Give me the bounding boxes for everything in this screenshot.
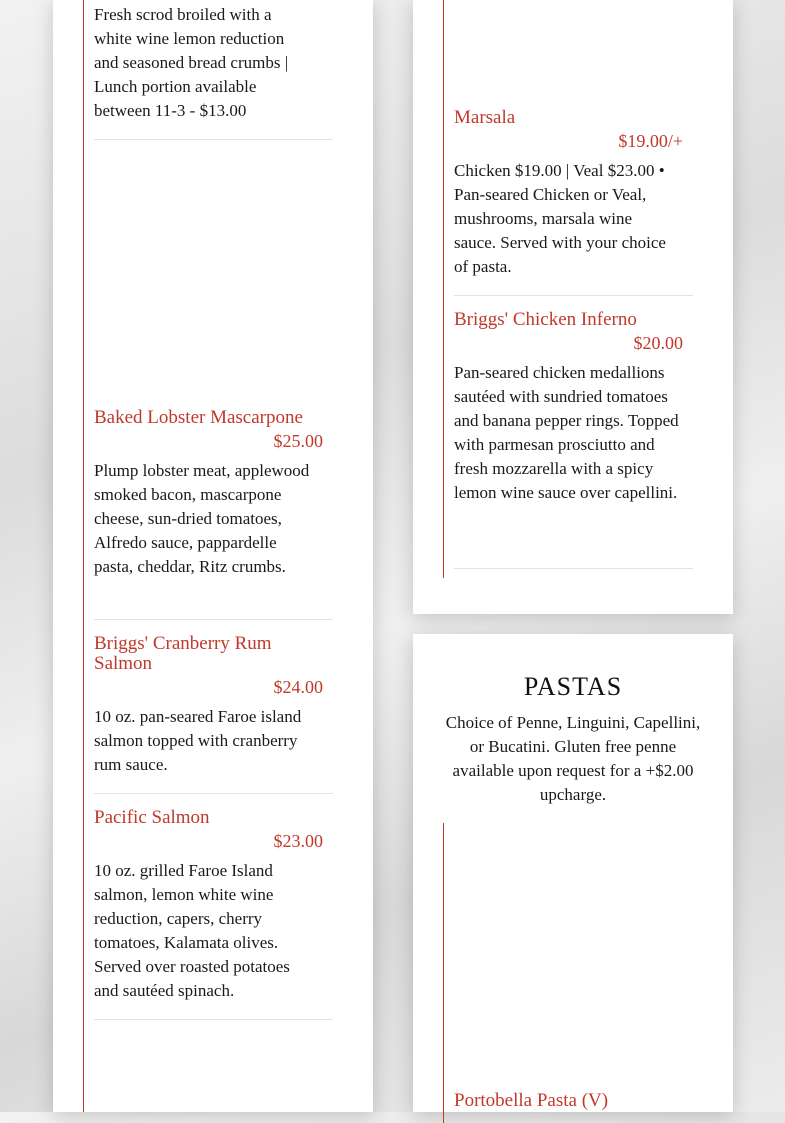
section-title-pastas: PASTAS — [523, 672, 623, 701]
divider — [94, 139, 333, 140]
item-price-cranberry-salmon: $24.00 — [273, 677, 323, 697]
item-description-lobster: Plump lobster meat, applewood smoked bacon, mascarpone cheese, sun-dried tomatoes, Alfredo sauce, pappardelle pasta, cheddar, Ritz crumbs. — [94, 461, 310, 576]
accent-line — [443, 0, 444, 578]
section-subtitle-pastas: Choice of Penne, Linguini, Capellini, or Bucatini. Gluten free penne available upon request for a +$2.00 upcharge. — [445, 713, 701, 804]
item-price-pacific-salmon: $23.00 — [273, 831, 323, 851]
item-name-marsala: Marsala — [454, 107, 516, 128]
menu-card-right-top — [413, 0, 733, 614]
accent-line — [83, 0, 84, 1112]
item-description-cranberry-salmon: 10 oz. pan-seared Faroe island salmon topped with cranberry rum sauce. — [94, 707, 302, 774]
item-description-marsala: Chicken $19.00 | Veal $23.00 • Pan-seared Chicken or Veal, mushrooms, marsala wine sauce. Served with your choice of pasta. — [454, 161, 666, 276]
accent-line — [443, 823, 444, 1123]
menu-card-left — [53, 0, 373, 1112]
item-name-chicken-inferno: Briggs' Chicken Inferno — [454, 309, 637, 330]
divider — [94, 793, 333, 794]
item-price-lobster: $25.00 — [273, 431, 323, 451]
menu-card-pastas — [413, 634, 733, 1112]
item-description-chicken-inferno: Pan-seared chicken medallions sautéed with sundried tomatoes and banana pepper rings. Topped with parmesan prosciutto and fresh mozzarella with a spicy lemon wine sauce over capellini. — [454, 363, 679, 502]
scrod-description: Fresh scrod broiled with a white wine lemon reduction and seasoned bread crumbs | Lunch portion available between 11-3 - $13.00 — [94, 5, 289, 120]
divider — [454, 295, 693, 296]
item-name-cranberry-salmon: Briggs' Cranberry Rum Salmon — [94, 633, 272, 674]
item-name-lobster: Baked Lobster Mascarpone — [94, 407, 303, 428]
divider — [94, 1019, 333, 1020]
divider — [454, 568, 693, 569]
item-price-chicken-inferno: $20.00 — [633, 333, 683, 353]
item-name-portobella: Portobella Pasta (V) — [454, 1090, 609, 1111]
item-name-pacific-salmon: Pacific Salmon — [94, 807, 210, 828]
item-price-marsala: $19.00/+ — [618, 131, 683, 151]
divider — [94, 619, 333, 620]
item-description-pacific-salmon: 10 oz. grilled Faroe Island salmon, lemon white wine reduction, capers, cherry tomatoes, Kalamata olives. Served over roasted potatoes and sautéed spinach. — [94, 861, 290, 1000]
